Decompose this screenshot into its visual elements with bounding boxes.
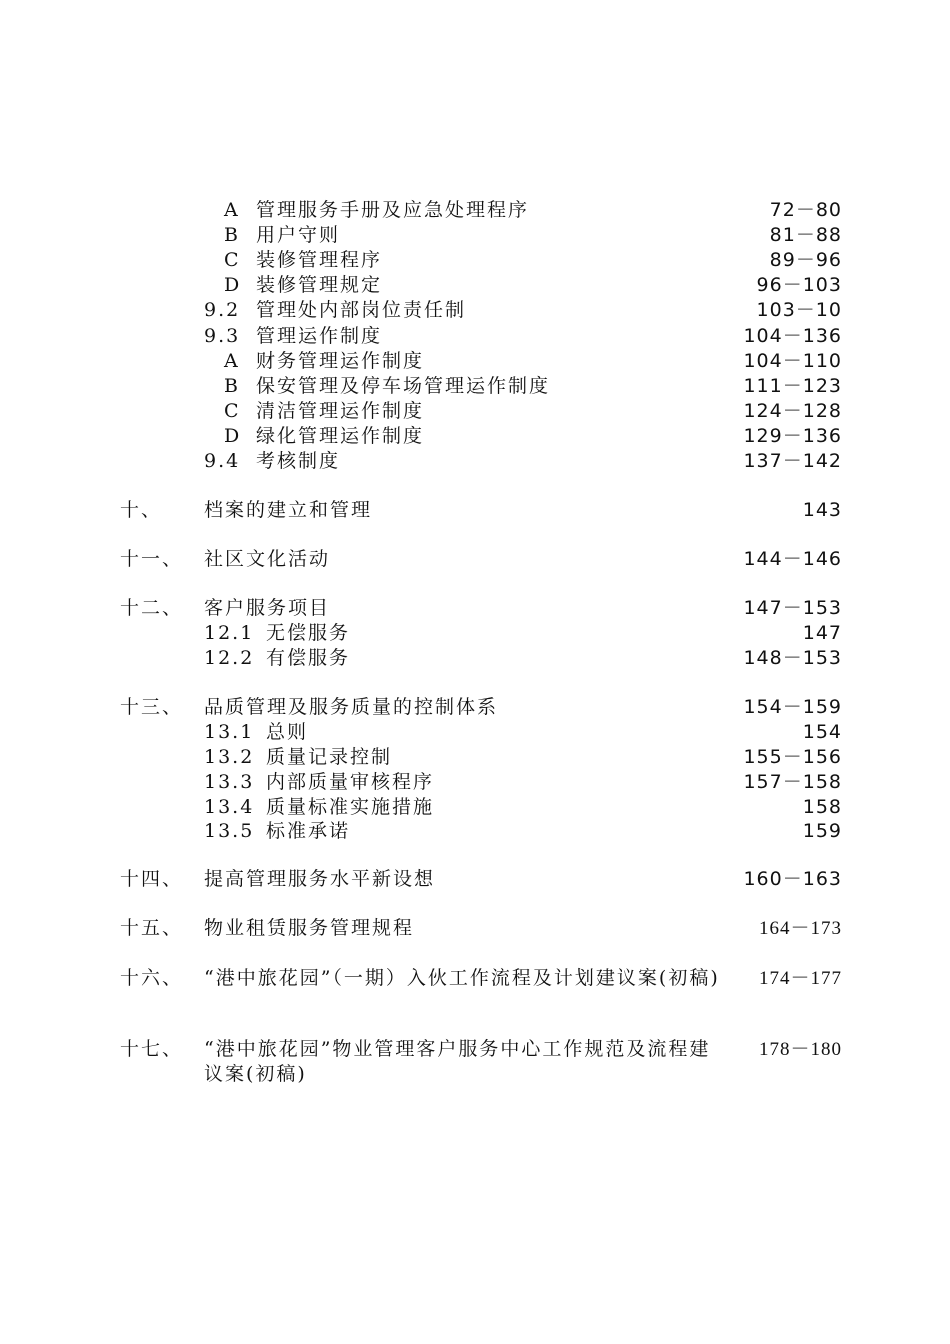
toc-title: 质量记录控制 <box>266 746 393 768</box>
toc-entry <box>0 916 950 941</box>
toc-page: 144－146 <box>743 548 842 570</box>
toc-entry <box>0 695 950 720</box>
toc-entry <box>0 819 950 844</box>
toc-page: 159 <box>802 820 842 842</box>
toc-letter: C <box>224 400 241 422</box>
toc-chapter-number: 十六、 <box>120 967 184 989</box>
toc-chapter-number: 十五、 <box>120 917 184 939</box>
toc-page: 124－128 <box>743 400 842 422</box>
toc-page: 72－80 <box>769 199 842 221</box>
toc-entry <box>0 374 950 399</box>
toc-entry <box>0 449 950 474</box>
toc-title: 用户守则 <box>256 224 341 246</box>
toc-title: 内部质量审核程序 <box>266 771 435 793</box>
toc-title: 品质管理及服务质量的控制体系 <box>204 696 499 718</box>
toc-title: 质量标准实施措施 <box>266 796 435 818</box>
toc-section-number: 13.1 <box>204 721 255 743</box>
toc-page: 148－153 <box>743 647 842 669</box>
toc-chapter-number: 十一、 <box>120 548 184 570</box>
toc-section-number: 9.3 <box>204 325 241 347</box>
toc-page: 164－173 <box>758 918 842 939</box>
toc-title: 财务管理运作制度 <box>256 350 425 372</box>
toc-letter: C <box>224 249 241 271</box>
toc-title: 社区文化活动 <box>204 548 331 570</box>
toc-title: 总则 <box>266 721 309 743</box>
toc-letter: D <box>224 425 242 447</box>
toc-chapter-number: 十七、 <box>120 1038 184 1060</box>
toc-title: 档案的建立和管理 <box>204 499 373 521</box>
toc-title: 管理处内部岗位责任制 <box>256 299 467 321</box>
toc-entry <box>0 248 950 273</box>
toc-entry <box>0 795 950 820</box>
toc-page: 147－153 <box>743 597 842 619</box>
toc-letter: B <box>224 224 240 246</box>
toc-page: 104－136 <box>743 325 842 347</box>
toc-page: 154－159 <box>743 696 842 718</box>
toc-title: 无偿服务 <box>266 622 351 644</box>
toc-title: 提高管理服务水平新设想 <box>204 868 436 890</box>
toc-section-number: 13.3 <box>204 771 255 793</box>
toc-section-number: 9.2 <box>204 299 241 321</box>
toc-page: 103－10 <box>756 299 842 321</box>
toc-section-number: 13.2 <box>204 746 255 768</box>
toc-letter: B <box>224 375 240 397</box>
toc-chapter-number: 十二、 <box>120 597 184 619</box>
toc-title: 管理服务手册及应急处理程序 <box>256 199 530 221</box>
toc-entry <box>0 223 950 248</box>
toc-entry <box>0 399 950 424</box>
toc-entry <box>0 621 950 646</box>
toc-title: 绿化管理运作制度 <box>256 425 425 447</box>
toc-page: 158 <box>802 796 842 818</box>
toc-letter: A <box>224 199 240 221</box>
toc-entry <box>0 547 950 572</box>
toc-section-number: 12.2 <box>204 647 255 669</box>
toc-title: 标准承诺 <box>266 820 351 842</box>
toc-title: 有偿服务 <box>266 647 351 669</box>
toc-page: 155－156 <box>743 746 842 768</box>
toc-page: 174－177 <box>758 968 842 989</box>
toc-page: 157－158 <box>743 771 842 793</box>
toc-entry <box>0 867 950 892</box>
toc-page: 147 <box>802 622 842 644</box>
toc-entry <box>0 298 950 323</box>
toc-page: 104－110 <box>743 350 842 372</box>
toc-title: 保安管理及停车场管理运作制度 <box>256 375 551 397</box>
toc-entry <box>0 720 950 745</box>
toc-entry <box>0 1037 950 1085</box>
toc-page: 143 <box>802 499 842 521</box>
toc-chapter-number: 十四、 <box>120 868 184 890</box>
toc-entry <box>0 745 950 770</box>
toc-entry <box>0 349 950 374</box>
toc-page: 137－142 <box>743 450 842 472</box>
toc-entry <box>0 966 950 991</box>
toc-title: 装修管理规定 <box>256 274 383 296</box>
toc-letter: A <box>224 350 240 372</box>
toc-page: 96－103 <box>756 274 842 296</box>
toc-title: 管理运作制度 <box>256 325 383 347</box>
toc-title: “港中旅花园”（一期）入伙工作流程及计划建议案(初稿) <box>204 967 720 989</box>
toc-page: 160－163 <box>743 868 842 890</box>
toc-section-number: 9.4 <box>204 450 241 472</box>
toc-page: 129－136 <box>743 425 842 447</box>
toc-page: 81－88 <box>769 224 842 246</box>
toc-chapter-number: 十、 <box>120 499 163 521</box>
toc-chapter-number: 十三、 <box>120 696 184 718</box>
toc-entry <box>0 273 950 298</box>
toc-section-number: 13.4 <box>204 796 255 818</box>
toc-title: “港中旅花园”物业管理客户服务中心工作规范及流程建议案(初稿) <box>204 1038 711 1085</box>
toc-title: 清洁管理运作制度 <box>256 400 425 422</box>
toc-entry <box>0 596 950 621</box>
toc-title: 客户服务项目 <box>204 597 331 619</box>
toc-letter: D <box>224 274 242 296</box>
toc-page: 89－96 <box>769 249 842 271</box>
toc-section-number: 13.5 <box>204 820 255 842</box>
toc-page: 111－123 <box>743 375 842 397</box>
toc-title: 物业租赁服务管理规程 <box>204 917 415 939</box>
toc-entry <box>0 498 950 523</box>
toc-title: 装修管理程序 <box>256 249 383 271</box>
toc-page: 178－180 <box>758 1039 842 1060</box>
toc-entry <box>0 424 950 449</box>
toc-entry <box>0 198 950 223</box>
toc-page: 154 <box>802 721 842 743</box>
toc-entry <box>0 646 950 671</box>
toc-entry <box>0 770 950 795</box>
toc-entry <box>0 324 950 349</box>
toc-section-number: 12.1 <box>204 622 255 644</box>
toc-title: 考核制度 <box>256 450 341 472</box>
